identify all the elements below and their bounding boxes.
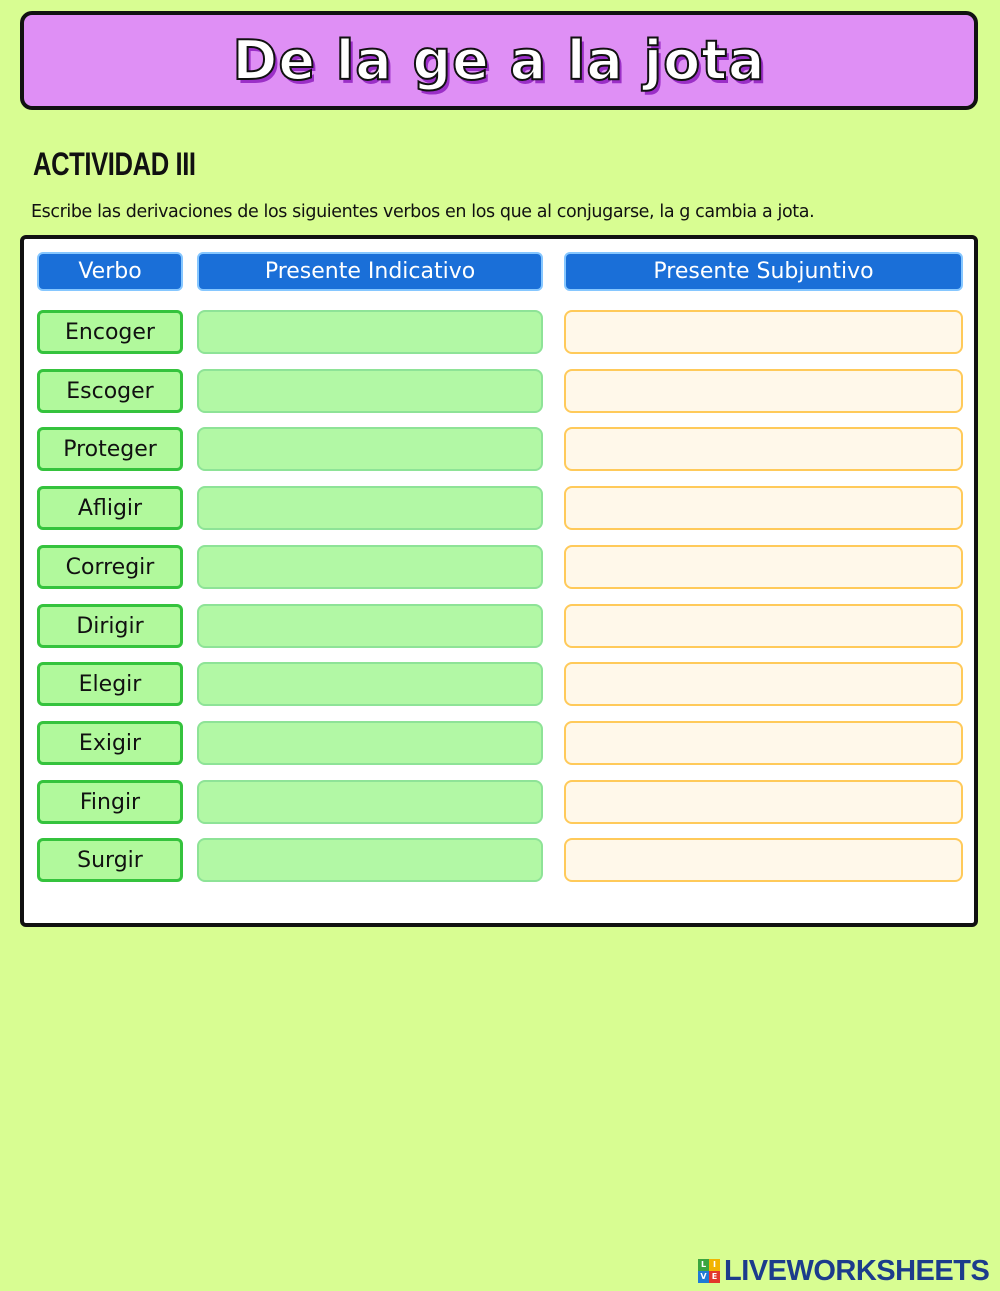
verb-label: Encoger <box>37 310 183 354</box>
instructions-text: Escribe las derivaciones de los siguientes verbos en los que al conjugarse, la g cambia a jota. <box>31 202 815 222</box>
presente-indicativo-input[interactable] <box>197 369 543 413</box>
presente-indicativo-input[interactable] <box>197 486 543 530</box>
presente-subjuntivo-input[interactable] <box>564 604 963 648</box>
verb-label: Escoger <box>37 369 183 413</box>
presente-indicativo-input[interactable] <box>197 427 543 471</box>
table-row <box>24 838 974 884</box>
table-row <box>24 662 974 708</box>
presente-indicativo-input[interactable] <box>197 721 543 765</box>
table-row <box>24 721 974 767</box>
header-verbo: Verbo <box>37 252 183 291</box>
presente-indicativo-input[interactable] <box>197 545 543 589</box>
presente-subjuntivo-input[interactable] <box>564 838 963 882</box>
verb-label: Afligir <box>37 486 183 530</box>
activity-title: ACTIVIDAD III <box>33 146 196 182</box>
presente-indicativo-input[interactable] <box>197 662 543 706</box>
table-row <box>24 604 974 650</box>
liveworksheets-logo[interactable] <box>698 1254 990 1287</box>
presente-subjuntivo-input[interactable] <box>564 780 963 824</box>
table-row <box>24 545 974 591</box>
page-title: De la ge a la jota <box>232 29 766 92</box>
presente-indicativo-input[interactable] <box>197 780 543 824</box>
table-row <box>24 780 974 826</box>
worksheet-panel <box>20 235 978 927</box>
presente-indicativo-input[interactable] <box>197 604 543 648</box>
verb-label: Exigir <box>37 721 183 765</box>
presente-indicativo-input[interactable] <box>197 838 543 882</box>
table-row <box>24 427 974 473</box>
verb-label: Surgir <box>37 838 183 882</box>
header-presente-subjuntivo: Presente Subjuntivo <box>564 252 963 291</box>
presente-subjuntivo-input[interactable] <box>564 662 963 706</box>
presente-subjuntivo-input[interactable] <box>564 486 963 530</box>
verb-label: Fingir <box>37 780 183 824</box>
logo-text: LIVEWORKSHEETS <box>724 1254 990 1287</box>
title-banner <box>20 11 978 110</box>
verb-label: Proteger <box>37 427 183 471</box>
presente-indicativo-input[interactable] <box>197 310 543 354</box>
header-presente-indicativo: Presente Indicativo <box>197 252 543 291</box>
verb-label: Elegir <box>37 662 183 706</box>
presente-subjuntivo-input[interactable] <box>564 369 963 413</box>
presente-subjuntivo-input[interactable] <box>564 427 963 471</box>
presente-subjuntivo-input[interactable] <box>564 545 963 589</box>
table-row <box>24 486 974 532</box>
table-row <box>24 369 974 415</box>
presente-subjuntivo-input[interactable] <box>564 310 963 354</box>
table-row <box>24 310 974 356</box>
verb-label: Corregir <box>37 545 183 589</box>
verb-label: Dirigir <box>37 604 183 648</box>
liveworksheets-logo-icon: L I V E <box>698 1259 720 1283</box>
presente-subjuntivo-input[interactable] <box>564 721 963 765</box>
